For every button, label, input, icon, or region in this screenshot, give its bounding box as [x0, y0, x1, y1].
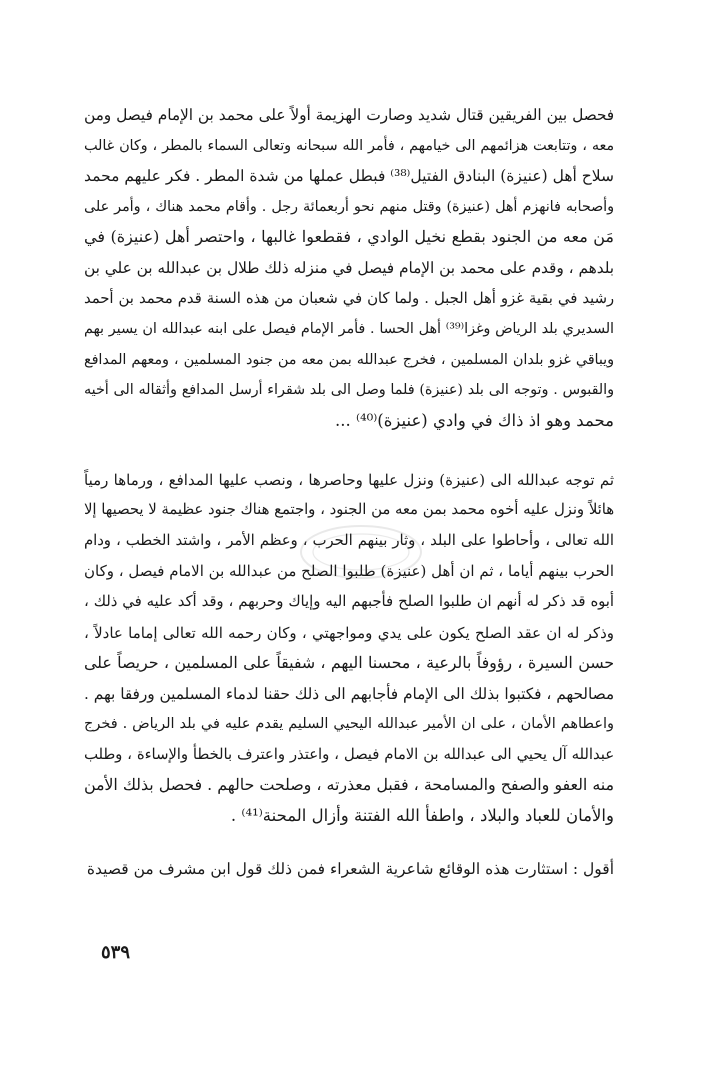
text-line: واعطاهم الأمان ، على ان الأمير عبدالله اليحيي السليم يقدم عليه في بلد الرياض . فخرج [84, 716, 614, 733]
text-line: رشيد في بقية غزو أهل الجبل . ولما كان في شعبان من هذه السنة قدم محمد بن أحمد [84, 289, 614, 307]
text-line: مَن معه من الجنود بقطع نخيل الوادي ، فقطعوا غالبها ، واحتصر أهل (عنيزة) في [84, 227, 614, 247]
text-line: بلدهم ، وقدم على محمد بن الإمام فيصل في منزله ذلك طلال بن عبدالله بن علي بن [84, 258, 614, 277]
text-line: فحصل بين الفريقين قتال شديد وصارت الهزيمة أولاً على محمد بن الإمام فيصل ومن [84, 106, 614, 124]
text-line: والقبوس . وتوجه الى بلد (عنيزة) فلما وصل الى بلد شقراء أرسل المدافع وأثقاله الى أخيه [84, 382, 614, 399]
text-line: وأصحابه فانهزم أهل (عنيزة) وقتل منهم نحو أربعمائة رجل . وأقام محمد هناك ، وأمر على [84, 198, 614, 215]
paragraph-3 [84, 854, 614, 885]
text-line: أبوه قد ذكر له أنهم ان طلبوا الصلح فأجبهم اليه وإياك وحربهم ، وقد أكد عليه في ذلك ، [84, 592, 614, 610]
text-line: أقول : استثارت هذه الوقائع شاعرية الشعراء فمن ذلك قول ابن مشرف من قصيدة [86, 859, 614, 878]
text-line: مصالحهم ، فكتبوا بذلك الى الإمام فأجابهم الى ذلك حقنا لدماء المسلمين ورفقا بهم . [84, 684, 614, 703]
text-line: سلاح أهل (عنيزة) البنادق الفتيل⁽³⁸⁾ فبطل عملها من شدة المطر . فكر عليهم محمد [84, 167, 614, 186]
text-line: الله تعالى ، وأحاطوا على البلد ، وثار بينهم الحرب ، وعظم الأمر ، واشتد الخطب ، ودام [84, 531, 614, 549]
page-number: ٥٣٩ [100, 942, 130, 963]
text-line: والأمان للعباد والبلاد ، واطفأ الله الفتنة وأزال المحنة⁽⁴¹⁾ . [230, 806, 614, 826]
text-line: ثم توجه عبدالله الى (عنيزة) ونزل عليها وحاصرها ، ونصب عليها المدافع ، ورماها رمياً [84, 470, 614, 489]
text-line: حسن السيرة ، رؤوفاً بالرعية ، محسنا اليهم ، شفيقاً على المسلمين ، حريصاً على [84, 653, 614, 673]
text-line: ويباقي غزو بلدان المسلمين ، فخرج عبدالله بمن معه من جنود المسلمين ، ومعهم المدافع [84, 351, 614, 368]
text-line: محمد وهو اذ ذاك في وادي (عنيزة)⁽⁴⁰⁾ ... [334, 410, 614, 430]
text-line: منه العفو والصفح والمسامحة ، فقبل معذرته ، وصلحت حالهم . فحصل بذلك الأمن [84, 775, 614, 795]
text-line: عبدالله آل يحيي الى عبدالله بن الامام فيصل ، واعتذر واعترف بالخطأ والإساءة ، وطلب [84, 745, 614, 763]
text-line: هائلاً ونزل عليه أخوه محمد بمن معه من الجنود ، واجتمع هناك جنود عظيمة لا يحصيها إلا [84, 501, 614, 519]
text-line: معه ، وتتابعت هزائمهم الى خيامهم ، فأمر الله سبحانه وتعالى السماء بالمطر ، وكان غالب [84, 137, 614, 154]
paragraph-2 [84, 465, 614, 832]
paragraph-1 [84, 100, 614, 437]
text-line: السديري بلد الرياض وغزا⁽³⁹⁾ أهل الحسا . فأمر الإمام فيصل على ابنه عبدالله ان يسير بهم [84, 321, 614, 338]
text-line: الحرب بينهم أياما ، ثم ان أهل (عنيزة) طلبوا الصلح من عبدالله بن الامام فيصل ، وكان [84, 562, 614, 581]
document-page [84, 84, 614, 884]
text-line: وذكر له ان عقد الصلح يكون على يدي ومواجهتي ، وكان رحمه الله تعالى إماما عادلاً ، [84, 623, 614, 642]
